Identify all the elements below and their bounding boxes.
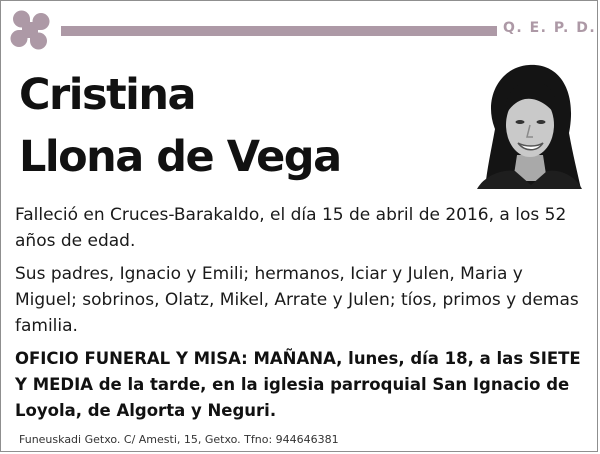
deceased-first-name: Cristina bbox=[19, 70, 196, 120]
obituary-header bbox=[1, 1, 598, 57]
header-divider-bar bbox=[61, 26, 497, 36]
portrait-photo bbox=[477, 59, 582, 189]
lauburu-icon bbox=[7, 7, 53, 53]
deceased-surname: Llona de Vega bbox=[19, 132, 341, 182]
death-notice-text: Falleció en Cruces-Barakaldo, el día 15 de abril de 2016, a los 52 años de edad. bbox=[15, 205, 567, 251]
funeral-service-text: OFICIO FUNERAL Y MISA: MAÑANA, lunes, día 18, a las SIETE Y MEDIA de la tarde, en la iglesia parroquial San Ignacio de Loyola, de Algorta y Neguri. bbox=[15, 349, 581, 420]
qepd-label: Q. E. P. D. bbox=[503, 20, 597, 36]
family-members-text: Sus padres, Ignacio y Emili; hermanos, Iciar y Julen, Maria y Miguel; sobrinos, Olatz, Mikel, Arrate y Julen; tíos, primos y demas familia. bbox=[15, 264, 579, 336]
funeral-home-footer: Funeuskadi Getxo. C/ Amesti, 15, Getxo. Tfno: 944646381 bbox=[19, 433, 339, 446]
